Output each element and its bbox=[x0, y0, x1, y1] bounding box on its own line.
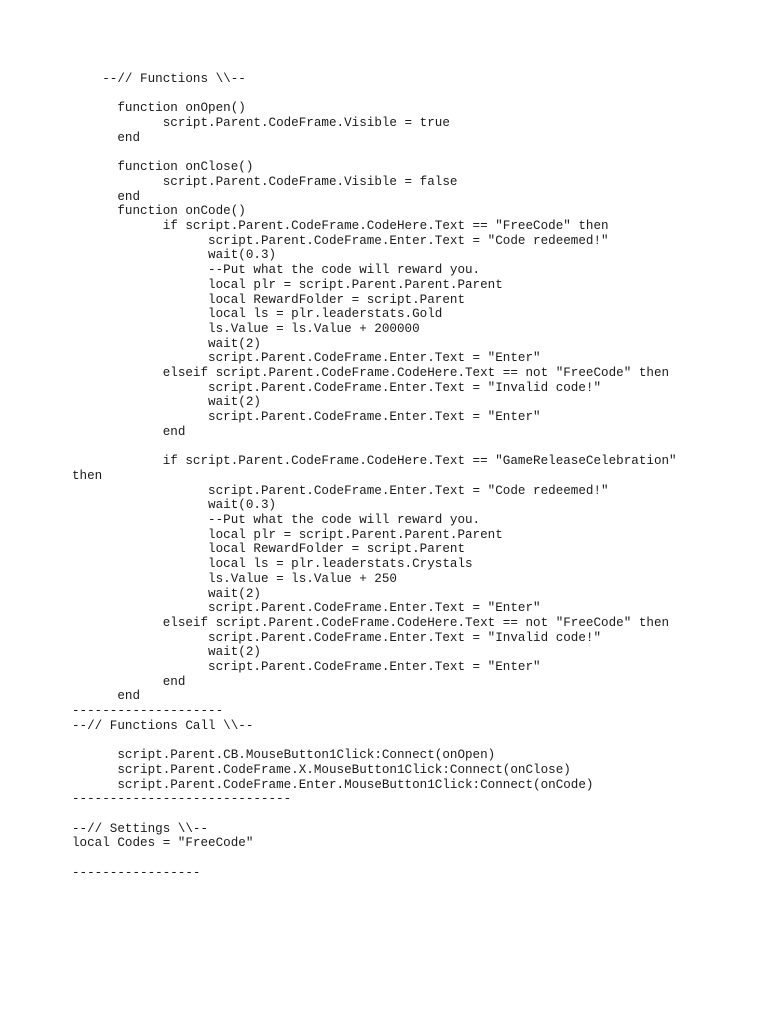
code-line: if script.Parent.CodeFrame.CodeHere.Text == "GameReleaseCelebration" bbox=[72, 454, 677, 469]
code-line: script.Parent.CodeFrame.X.MouseButton1Click:Connect(onClose) bbox=[72, 762, 571, 777]
code-line: script.Parent.CodeFrame.Visible = false bbox=[72, 174, 458, 189]
code-line: wait(0.3) bbox=[72, 248, 277, 263]
code-line: ls.Value = ls.Value + 250 bbox=[72, 571, 397, 586]
code-line: wait(2) bbox=[72, 645, 261, 660]
code-line: script.Parent.CodeFrame.Enter.Text = "Code redeemed!" bbox=[72, 483, 609, 498]
code-line: end bbox=[72, 189, 141, 204]
code-line: script.Parent.CB.MouseButton1Click:Connect(onOpen) bbox=[72, 748, 496, 763]
code-line: elseif script.Parent.CodeFrame.CodeHere.Text == not "FreeCode" then bbox=[72, 615, 670, 630]
code-line: local ls = plr.leaderstats.Crystals bbox=[72, 557, 473, 572]
code-line: local RewardFolder = script.Parent bbox=[72, 542, 466, 557]
code-line: wait(2) bbox=[72, 395, 261, 410]
code-line bbox=[72, 734, 712, 749]
code-line: ----------------- bbox=[72, 865, 201, 880]
code-line: elseif script.Parent.CodeFrame.CodeHere.Text == not "FreeCode" then bbox=[72, 366, 670, 381]
code-line: function onClose() bbox=[72, 160, 254, 175]
code-line: script.Parent.CodeFrame.Enter.Text = "Invalid code!" bbox=[72, 380, 602, 395]
code-line: wait(2) bbox=[72, 336, 261, 351]
code-line: end bbox=[72, 424, 186, 439]
code-listing bbox=[72, 72, 712, 881]
code-line: --// Settings \\-- bbox=[72, 821, 209, 836]
code-line: script.Parent.CodeFrame.Enter.Text = "Code redeemed!" bbox=[72, 233, 609, 248]
code-line: script.Parent.CodeFrame.Enter.MouseButton1Click:Connect(onCode) bbox=[72, 777, 594, 792]
code-line bbox=[72, 87, 712, 102]
code-line: -------------------- bbox=[72, 704, 224, 719]
code-line: wait(0.3) bbox=[72, 498, 277, 513]
code-line: script.Parent.CodeFrame.Enter.Text = "Enter" bbox=[72, 410, 541, 425]
code-line: function onOpen() bbox=[72, 101, 246, 116]
code-line: if script.Parent.CodeFrame.CodeHere.Text == "FreeCode" then bbox=[72, 219, 609, 233]
code-line: --// Functions Call \\-- bbox=[72, 718, 254, 733]
code-line: script.Parent.CodeFrame.Enter.Text = "Enter" bbox=[72, 660, 541, 675]
code-line bbox=[72, 440, 712, 455]
code-line: local Codes = "FreeCode" bbox=[72, 836, 254, 851]
code-line: end bbox=[72, 689, 141, 704]
code-line: end bbox=[72, 130, 141, 145]
code-line bbox=[72, 851, 712, 866]
code-line: local plr = script.Parent.Parent.Parent bbox=[72, 527, 503, 542]
code-line: ----------------------------- bbox=[72, 792, 292, 807]
code-line: script.Parent.CodeFrame.Enter.Text = "Enter" bbox=[72, 601, 541, 616]
code-line: script.Parent.CodeFrame.Enter.Text = "Enter" bbox=[72, 351, 541, 366]
code-line: function onCode() bbox=[72, 204, 246, 219]
code-line: script.Parent.CodeFrame.Visible = true bbox=[72, 116, 450, 131]
code-line: --Put what the code will reward you. bbox=[72, 513, 481, 528]
code-line: local RewardFolder = script.Parent bbox=[72, 292, 466, 307]
code-line: wait(2) bbox=[72, 586, 261, 601]
code-line: then bbox=[72, 468, 103, 483]
code-line bbox=[72, 807, 712, 822]
code-line bbox=[72, 146, 712, 161]
code-line: --// Functions \\-- bbox=[72, 72, 246, 86]
code-line: end bbox=[72, 674, 186, 689]
code-line: local ls = plr.leaderstats.Gold bbox=[72, 307, 443, 322]
code-line: ls.Value = ls.Value + 200000 bbox=[72, 321, 420, 336]
code-line: --Put what the code will reward you. bbox=[72, 263, 481, 278]
code-line: local plr = script.Parent.Parent.Parent bbox=[72, 277, 503, 292]
code-line: script.Parent.CodeFrame.Enter.Text = "Invalid code!" bbox=[72, 630, 602, 645]
